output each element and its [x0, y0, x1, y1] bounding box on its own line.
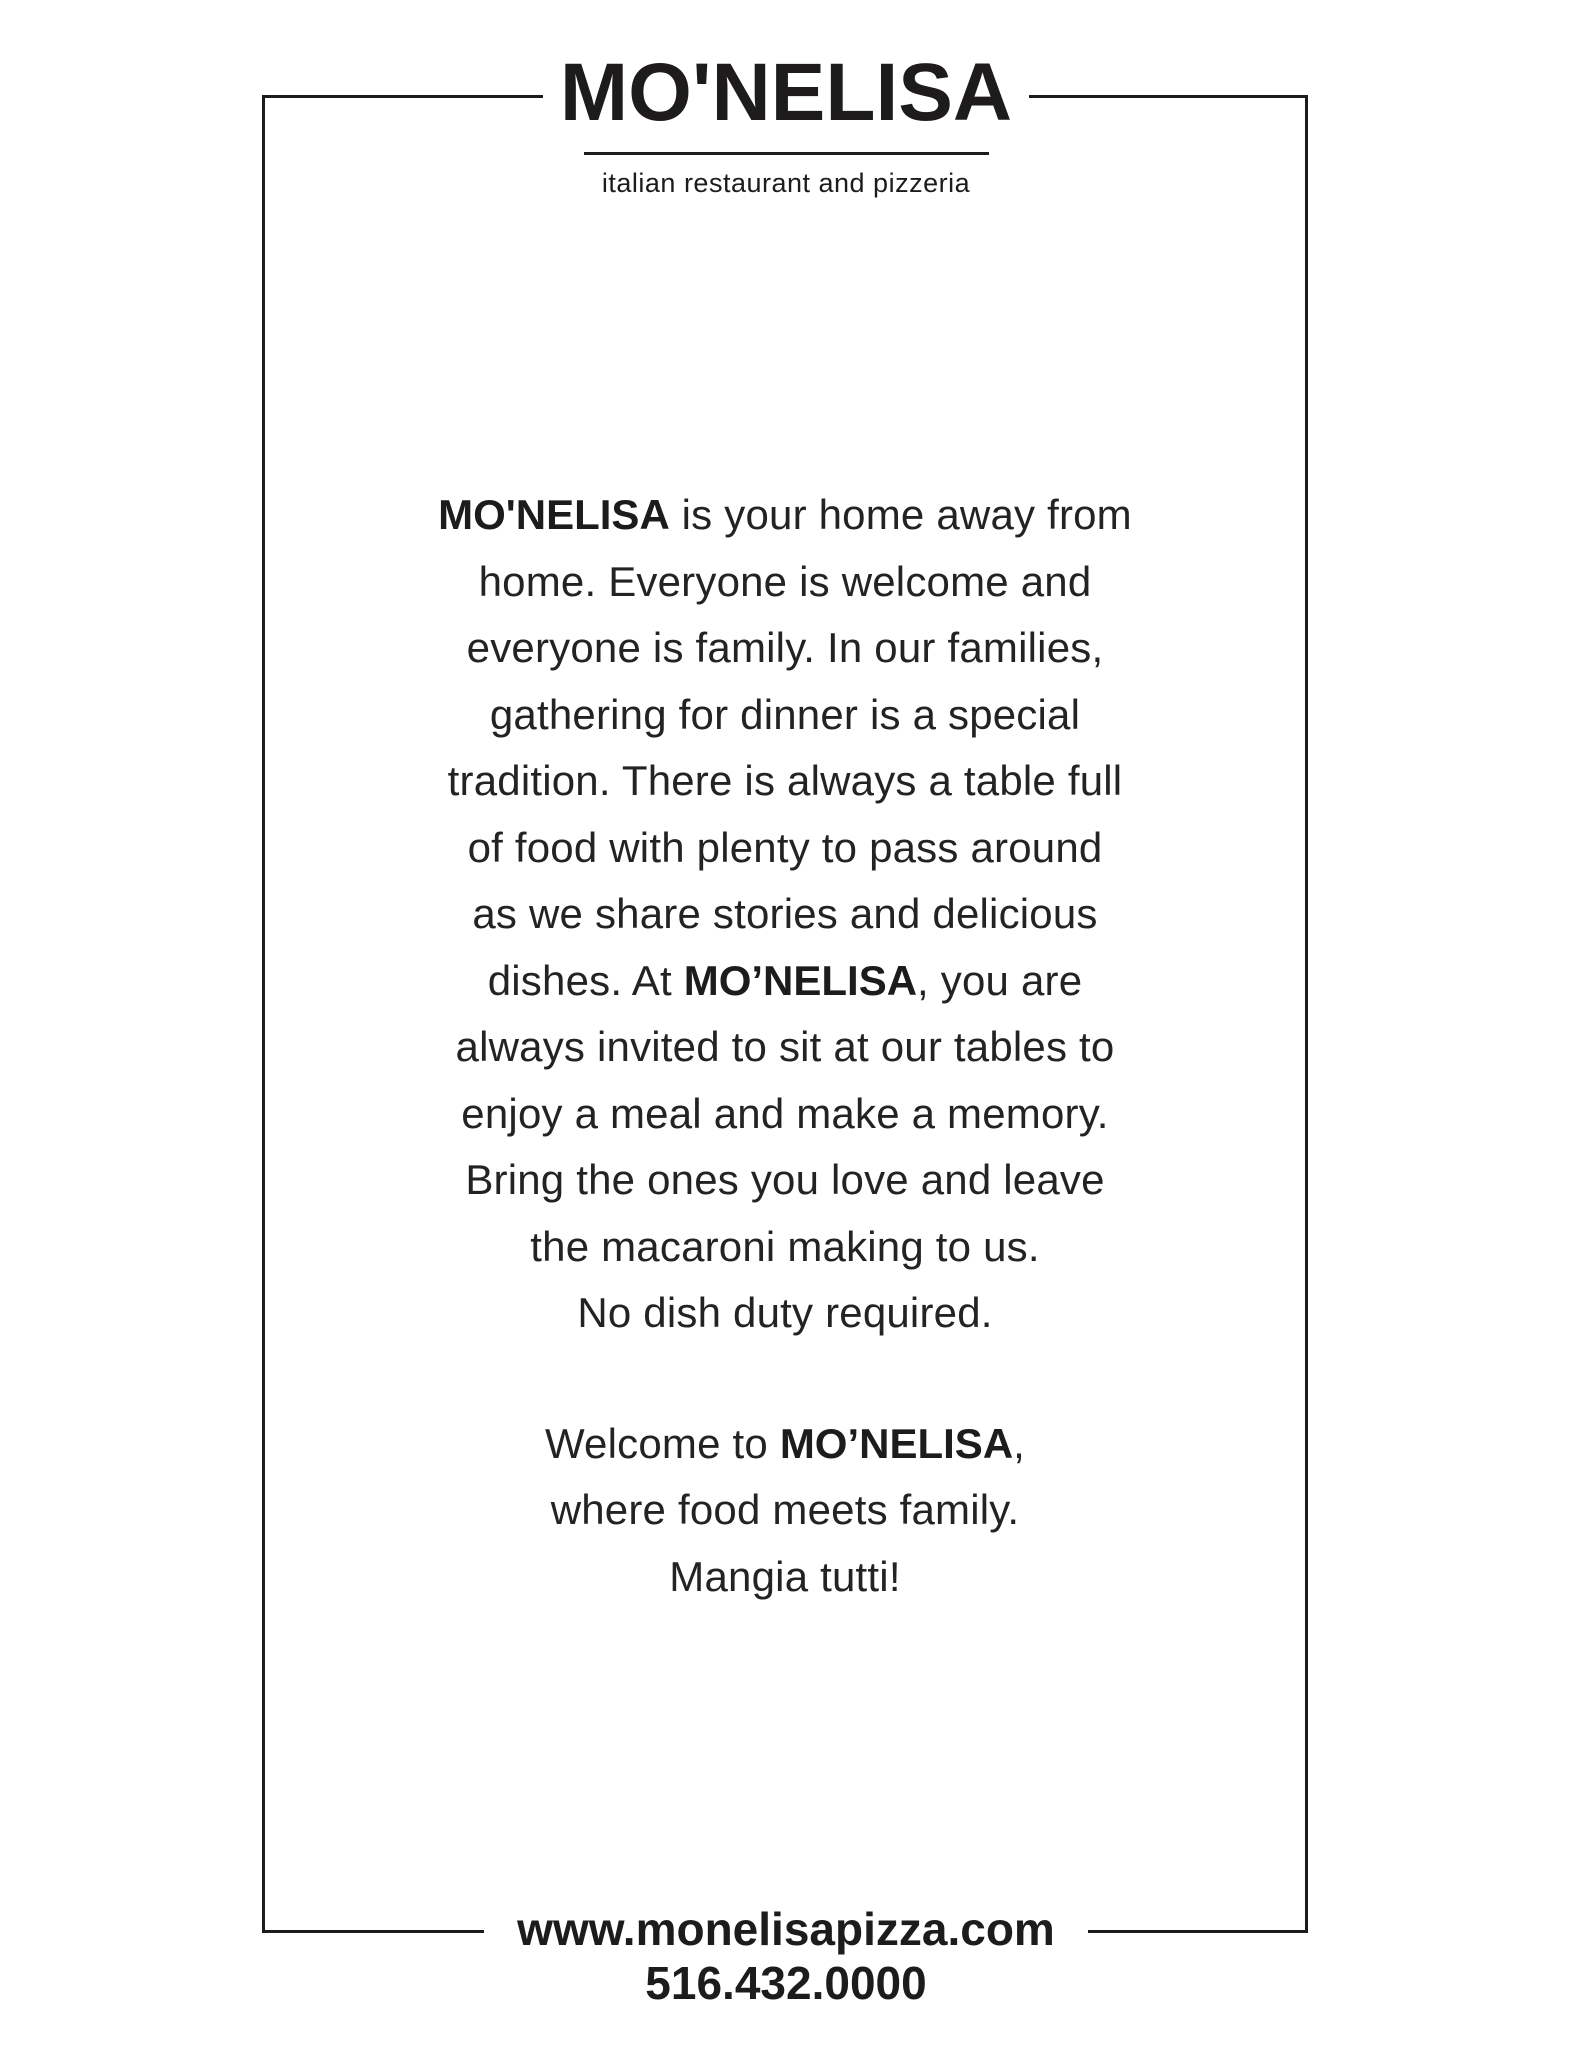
paragraph-line — [262, 815, 1308, 882]
text-run: always invited to sit at our tables to — [455, 1023, 1115, 1070]
paragraph-line — [262, 881, 1308, 948]
paragraph-line — [262, 1544, 1308, 1611]
footer-block — [484, 1896, 1088, 2020]
paragraph-line — [262, 615, 1308, 682]
paragraph-line — [262, 748, 1308, 815]
paragraph-line — [262, 1477, 1308, 1544]
text-run: No dish duty required. — [577, 1289, 993, 1336]
intro-paragraph — [262, 482, 1308, 1347]
text-run: Mangia tutti! — [669, 1552, 901, 1600]
paragraph-line — [262, 1280, 1308, 1347]
text-run: gathering for dinner is a special — [489, 690, 1081, 738]
paragraph-line — [262, 682, 1308, 749]
paragraph-line — [262, 1081, 1308, 1148]
text-run: as we share stories and delicious — [472, 890, 1098, 937]
text-run: everyone is family. In our families, — [466, 624, 1104, 671]
restaurant-logo-block — [543, 47, 1029, 206]
text-run: where food meets family. — [550, 1486, 1020, 1533]
text-run: is your home away from — [669, 491, 1132, 538]
restaurant-tagline: italian restaurant and pizzeria — [601, 168, 971, 198]
intro-copy — [262, 482, 1308, 1610]
welcome-paragraph — [262, 1411, 1308, 1611]
brand-name-bold: MO'NELISA — [438, 491, 670, 538]
restaurant-name: MO'NELISA — [559, 47, 1013, 138]
text-run: of food with plenty to pass around — [467, 823, 1103, 871]
text-run: Welcome to — [544, 1419, 780, 1467]
paragraph-line — [262, 1014, 1308, 1081]
phone-number: 516.432.0000 — [645, 1957, 927, 2009]
paragraph-line — [262, 948, 1308, 1015]
text-run: , — [1013, 1419, 1026, 1467]
text-run: tradition. There is always a table full — [447, 757, 1123, 804]
text-run: enjoy a meal and make a memory. — [461, 1089, 1109, 1137]
brand-name-bold: MO’NELISA — [779, 1419, 1014, 1467]
paragraph-line — [262, 482, 1308, 549]
paragraph-line — [262, 1411, 1308, 1478]
logo-divider — [584, 152, 989, 155]
brand-name-bold: MO’NELISA — [683, 956, 918, 1004]
text-run: , you are — [917, 956, 1083, 1004]
text-run: Bring the ones you love and leave — [465, 1156, 1105, 1203]
text-run: home. Everyone is welcome and — [478, 557, 1092, 605]
paragraph-line — [262, 549, 1308, 616]
website-url: www.monelisapizza.com — [517, 1903, 1055, 1955]
text-run: the macaroni making to us. — [530, 1222, 1040, 1270]
paragraph-line — [262, 1147, 1308, 1214]
paragraph-line — [262, 1214, 1308, 1281]
text-run: dishes. At — [487, 956, 684, 1004]
